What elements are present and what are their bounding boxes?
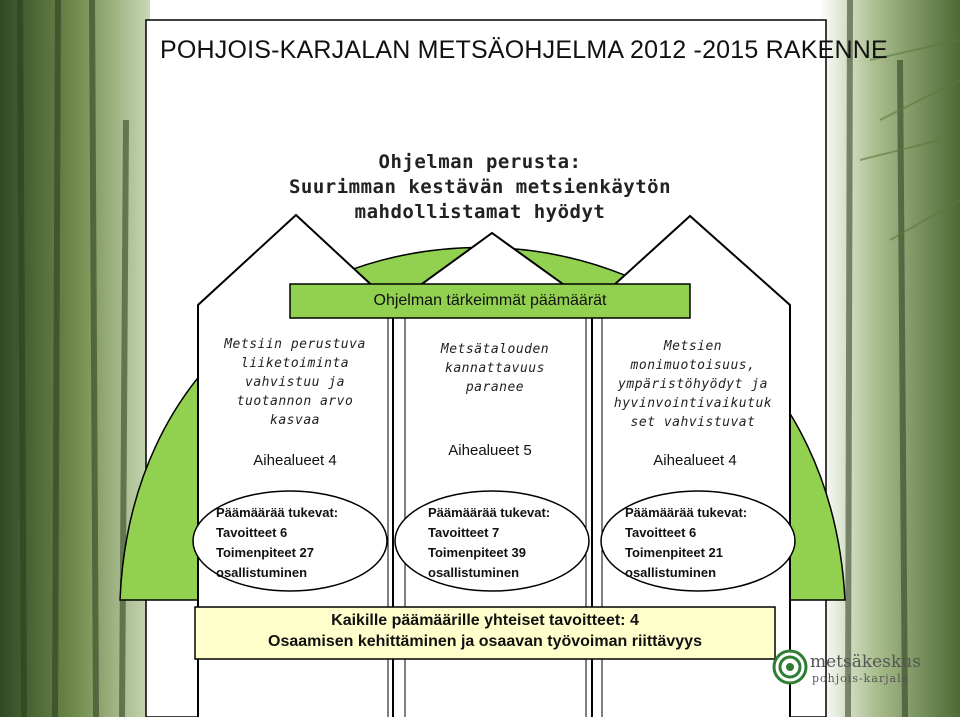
pillar-1-line: vahvistuu ja (245, 375, 345, 390)
pillar-2-area: Aihealueet 5 (448, 442, 532, 459)
goal-line: Päämäärää tukevat: (625, 505, 748, 520)
pillar-1-line: tuotannon arvo (236, 394, 354, 409)
pillar-2-line: Metsätalouden (440, 342, 550, 357)
goal-line: Toimenpiteet 27 (216, 545, 315, 560)
goal-line: Tavoitteet 7 (428, 525, 500, 540)
goals-banner: Ohjelman tärkeimmät päämäärät (373, 292, 607, 309)
pillar-3-line: Metsien (663, 339, 723, 354)
shared-goals-line-2: Osaamisen kehittäminen ja osaavan työvoiman riittävyys (268, 633, 702, 650)
metsakeskus-logo-mark (774, 651, 806, 683)
pillar-1-area: Aihealueet 4 (253, 452, 337, 469)
goal-line: Päämäärää tukevat: (428, 505, 551, 520)
pillar-2-line: kannattavuus (445, 361, 545, 376)
goal-line: Tavoitteet 6 (625, 525, 697, 540)
pillar-3-area: Aihealueet 4 (653, 452, 737, 469)
forest-right (820, 0, 960, 717)
pillar-1-line: Metsiin perustuva (224, 337, 366, 352)
pillar-3-goal (598, 337, 788, 432)
pillar-2-goal (405, 340, 585, 397)
pillar-3-line: ympäristöhyödyt ja (618, 377, 768, 392)
pillar-1-goals (216, 503, 338, 583)
dome-line-1: Ohjelman perusta: (378, 151, 582, 173)
dome-line-3: mahdollistamat hyödyt (354, 201, 606, 223)
logo-name: metsäkeskus (810, 652, 921, 672)
goal-line: Tavoitteet 6 (216, 525, 288, 540)
pillar-3-line: set vahvistuvat (630, 415, 756, 430)
pillar-1-line: kasvaa (270, 413, 320, 428)
dome-line-2: Suurimman kestävän metsienkäytön (288, 176, 672, 198)
page-title: POHJOIS-KARJALAN METSÄOHJELMA 2012 -2015 RAKENNE (160, 36, 888, 64)
goal-line: osallistuminen (428, 565, 520, 580)
pillar-3-line: hyvinvointivaikutuk (613, 396, 773, 411)
pillar-2-line: paranee (465, 380, 525, 395)
pillar-3-goals (625, 503, 747, 583)
goal-line: Toimenpiteet 39 (428, 545, 527, 560)
pillar-3-line: monimuotoisuus, (630, 358, 756, 373)
goal-line: osallistuminen (625, 565, 717, 580)
logo-subtitle: pohjois-karjala (812, 672, 910, 685)
goal-line: osallistuminen (216, 565, 308, 580)
pillar-2-goals (428, 503, 550, 583)
shared-goals (200, 610, 770, 652)
pillar-1-line: liiketoiminta (240, 356, 350, 371)
goal-line: Päämäärää tukevat: (216, 505, 339, 520)
pillar-1-goal (205, 335, 385, 430)
goal-line: Toimenpiteet 21 (625, 545, 724, 560)
shared-goals-line-1: Kaikille päämäärille yhteiset tavoitteet: 4 (331, 612, 639, 629)
